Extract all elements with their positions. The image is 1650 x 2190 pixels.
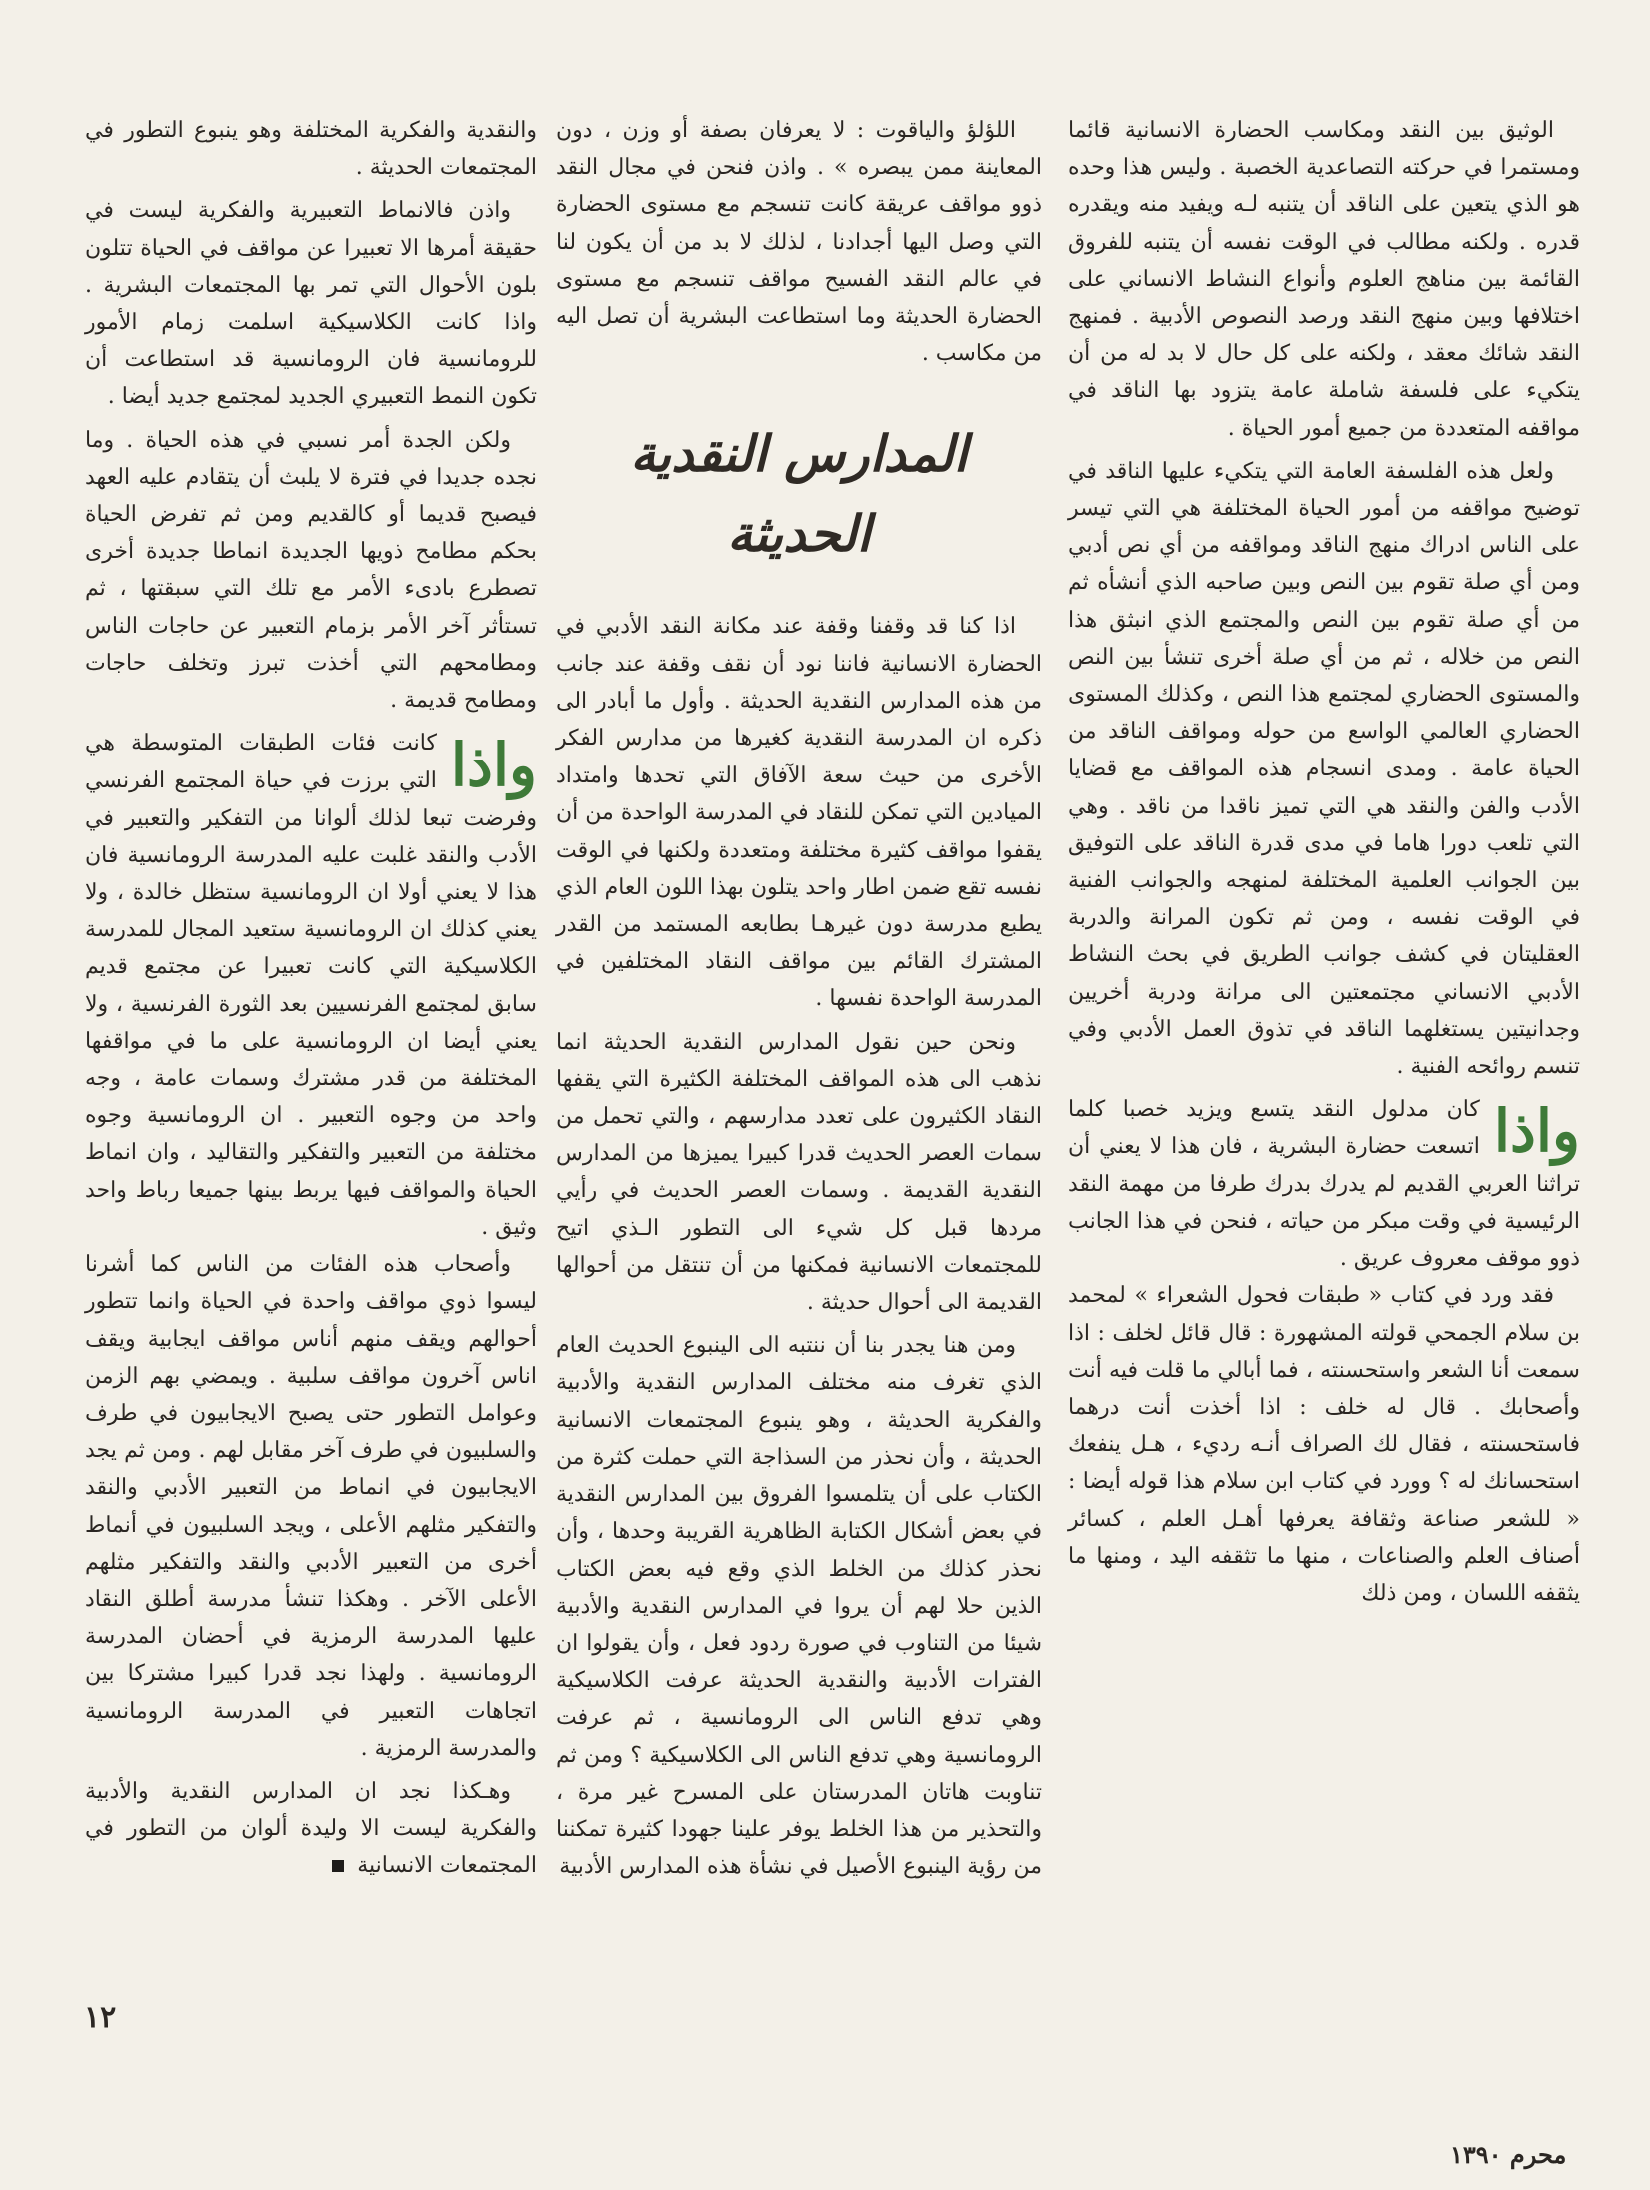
paragraph-text: وهـكذا نجد ان المدارس النقدية والأدبية والفكرية ليست الا وليدة ألوان من التطور في المجتمعات الانسانية — [85, 1778, 537, 1879]
paragraph — [85, 1773, 537, 1885]
paragraph: واذن فالانماط التعبيرية والفكرية ليست في حقيقة أمرها الا تعبيرا عن مواقف في الحياة تتلون بلون الأحوال التي تمر بها المجتمعات البشرية . واذا كانت الكلاسيكية اسلمت زمام الأمور للرومانسية فان الرومانسية قد استطاعت أن تكون النمط التعبيري الجديد لمجتمع جديد أيضا . — [85, 198, 537, 410]
paragraph: وأصحاب هذه الفئات من الناس كما أشرنا ليسوا ذوي مواقف واحدة في الحياة وانما تتطور أحوالهم ويقف منهم أناس مواقف ايجابية ويقف اناس آخرون مواقف سلبية . ويمضي بهم الزمن وعوامل التطور حتى يصبح الايجابيون في طرف والسلبيون في طرف آخر مقابل لهم . ومن ثم يجد الايجابيون في انماط من التعبير الأدبي والنقد والتفكير مثلهم الأعلى ، ويجد السلبيون في أنماط أخرى من التعبير الأدبي والنقد والتفكير مثلهم الأعلى الآخر . وهكذا تنشأ مدرسة أطلق النقاد عليها المدرسة الرمزية في أحضان المدرسة الرومانسية . ولهذا نجد قدرا كبيرا مشتركا بين اتجاهات التعبير في المدرسة الرومانسية والمدرسة الرمزية . — [85, 1252, 537, 1761]
dropcap-word: واذا — [450, 731, 537, 800]
paragraph: كان مدلول النقد يتسع ويزيد خصبا كلما اتسعت حضارة البشرية ، فان هذا لا يعني أن تراثنا العربي القديم لم يدرك بدرك طرفا من مهمة النقد الرئيسية في وقت مبكر من حياته ، فنحن في هذا الجانب ذوو موقف معروف عريق . — [1068, 1097, 1580, 1272]
paragraph: الوثيق بين النقد ومكاسب الحضارة الانسانية قائما ومستمرا في حركته التصاعدية الخصبة . وليس هذا وحده هو الذي يتعين على الناقد أن يتنبه لـه ويفيد منه ويقدره قدره . ولكنه مطالب في الوقت نفسه أن يتنبه للفروق القائمة بين مناهج العلوم وأنواع النشاط الانساني على اختلافها وبين منهج النقد ورصد النصوص الأدبية . فمنهج النقد شائك معقد ، ولكنه على كل حال لا بد له من أن يتكيء على فلسفة شاملة عامة يتزود بها الناقد في مواقفه المتعددة من جميع أمور الحياة . — [1068, 118, 1580, 441]
paragraph: ومن هنا يجدر بنا أن ننتبه الى الينبوع الحديث العام الذي تغرف منه مختلف المدارس النقدية والأدبية والفكرية الحديثة ، وهو ينبوع المجتمعات الانسانية الحديثة ، وأن نحذر من السذاجة التي حملت كثرة من الكتاب على أن يتلمسوا الفروق بين المدارس النقدية في بعض أشكال الكتابة الظاهرية القريبة وحدها ، وأن نحذر كذلك من الخلط الذي وقع فيه بعض الكتاب الذين حلا لهم أن يروا في المدارس النقدية والأدبية شيئا من التناوب في صورة ردود فعل ، وأن يقولوا ان الفترات الأدبية والنقدية الحديثة عرفت الكلاسيكية وهي تدفع الناس الى الرومانسية ، ثم عرفت الرومانسية وهي تدفع الناس الى الكلاسيكية ؟ ومن ثم تناوبت هاتان المدرستان على المسرح غير مرة ، والتحذير من هذا الخلط يوفر علينا جهودا كثيرة تمكننا من رؤية الينبوع الأصيل في نشأة هذه المدارس الأدبية — [556, 1333, 1042, 1880]
text-column-left — [85, 112, 537, 1885]
paragraph: فقد ورد في كتاب « طبقات فحول الشعراء » لمحمد بن سلام الجمحي قولته المشهورة : قال قائل لخلف : اذا سمعت أنا الشعر واستحسنته ، فما أبالي ما قلت فيه أنت وأصحابك . قال له خلف : اذا أخذت أنت درهما فاستحسنته ، فقال لك الصراف أنـه رديء ، هـل ينفعك استحسانك له ؟ وورد في كتاب ابن سلام هذا قوله أيضا : « للشعر صناعة وثقافة يعرفها أهـل العلم ، كسائر أصناف العلم والصناعات ، منها ما تثقفه اليد ، ومنها ما يثقفه اللسان ، ومن ذلك — [1068, 1283, 1580, 1606]
page-number: ١٢ — [84, 2000, 117, 2035]
paragraph: ولكن الجدة أمر نسبي في هذه الحياة . وما نجده جديدا في فترة لا يلبث أن يتقادم عليه العهد فيصبح قديما أو كالقديم ومن ثم تفرض الحياة بحكم مطامح ذويها الجديدة انماطا جديدة أخرى تصطرع بادىء الأمر مع تلك التي سبقتها ، ثم تستأثر آخر الأمر بزمام التعبير عن حاجات الناس ومطامحهم التي أخذت تبرز وتخلف حاجات ومطامح قديمة . — [85, 427, 537, 714]
end-of-article-mark — [332, 1860, 344, 1872]
dropcap-paragraph — [1068, 1091, 1580, 1277]
issue-date: محرم ١٣٩٠ — [1450, 2140, 1567, 2169]
dropcap-word: واذا — [1493, 1097, 1580, 1166]
paragraph: ونحن حين نقول المدارس النقدية الحديثة انما نذهب الى هذه المواقف المختلفة الكثيرة التي يقفها النقاد الكثيرون على تعدد مدارسهم ، والتي تحمل من سمات العصر الحديث قدرا كبيرا يميزها من المدارس النقدية القديمة . وسمات العصر الحديث في رأيي مردها قبل كل شيء الى التطور الـذي اتيح للمجتمعات الانسانية فمكنها من أن تنتقل من أحوالها القديمة الى أحوال حديثة . — [556, 1029, 1042, 1316]
paragraph: اذا كنا قد وقفنا وقفة عند مكانة النقد الأدبي في الحضارة الانسانية فاننا نود أن نقف وقفة عند جانب من هذه المدارس النقدية الحديثة . وأول ما أبادر الى ذكره ان المدرسة النقدية كغيرها من مدارس الفكر الأخرى من حيث سعة الآفاق التي تحدها وامتداد الميادين التي تمكن للنقاد في المدرسة الواحدة من أن يقفوا مواقف كثيرة مختلفة ومتعددة ولكنها في الوقت نفسه تقع ضمن اطار واحد يتلون بهذا اللون العام الذي يطبع مدرسة دون غيرهـا بطابعه المستمد من القدر المشترك القائم بين مواقف النقاد المختلفين في المدرسة الواحدة نفسها . — [556, 614, 1042, 1012]
section-heading: المدارس النقدية الحديثة — [630, 424, 968, 564]
paragraph: والنقدية والفكرية المختلفة وهو ينبوع التطور في المجتمعات الحديثة . — [85, 118, 537, 181]
text-column-middle — [556, 112, 1042, 1885]
text-column-right — [1068, 112, 1580, 1612]
paragraph: كانت فئات الطبقات المتوسطة هي التي برزت في حياة المجتمع الفرنسي وفرضت تبعا لذلك ألوانا من التفكير والتعبير في الأدب والنقد غلبت عليه المدرسة الرومانسية فان هذا لا يعني أولا ان الرومانسية ستظل خالدة ، ولا يعني كذلك ان الرومانسية ستعيد المجال للمدرسة الكلاسيكية التي كانت تعبيرا عن مجتمع قديم سابق لمجتمع الفرنسيين بعد الثورة الفرنسية ، ولا يعني أيضا ان الرومانسية على ما في مواقفها المختلفة من قدر مشترك وسمات عامة ، وجه واحد من وجوه التعبير . ان الرومانسية وجوه مختلفة من التعبير والتفكير والتقاليد ، وان انماط الحياة والمواقف فيها يربط بينها جميعا رباط واحد وثيق . — [85, 731, 537, 1240]
paragraph: ولعل هذه الفلسفة العامة التي يتكيء عليها الناقد في توضيح مواقفه من أمور الحياة المختلفة هي التي تيسر على الناس ادراك منهج الناقد ومواقفه من أي نص أدبي ومن أي صلة تقوم بين النص وبين صاحبه الذي أنشأه ثم من أي صلة تقوم بين النص والمجتمع الذي انبثق هذا النص من خلاله ، ثم من أي صلة أخرى تنشأ بين النص والمستوى الحضاري لمجتمع هذا النص ، وكذلك المستوى الحضاري العالمي الواسع من حوله ومواقف الناقد من الحياة عامة . ومدى انسجام هذه المواقف مع قضايا الأدب والفن والنقد هي التي تميز ناقدا من ناقد . وهي التي تلعب دورا هاما في مدى قدرة الناقد على التوفيق بين الجوانب العلمية المختلفة لمنهجه والجوانب الفنية في الوقت نفسه ، ومن ثم تكون المرانة والدربة العقليتان في كشف جوانب الطريق في بحث النشاط الأدبي الانساني مجتمعتين الى مرانة ودربة أخريين وجدانيتين يستغلهما الناقد في تذوق العمل الأدبي وفي تنسم روائحه الفنية . — [1068, 458, 1580, 1080]
dropcap-paragraph — [85, 725, 537, 1246]
paragraph: اللؤلؤ والياقوت : لا يعرفان بصفة أو وزن ، دون المعاينة ممن يبصره » . واذن فنحن في مجال النقد ذوو مواقف عريقة كانت تنسجم مع مستوى الحضارة التي وصل اليها أجدادنا ، لذلك لا بد من أن يكون لنا في عالم النقد الفسيح مواقف تنسجم مع مستوى الحضارة الحديثة وما استطاعت البشرية أن تصل اليه من مكاسب . — [556, 118, 1042, 367]
